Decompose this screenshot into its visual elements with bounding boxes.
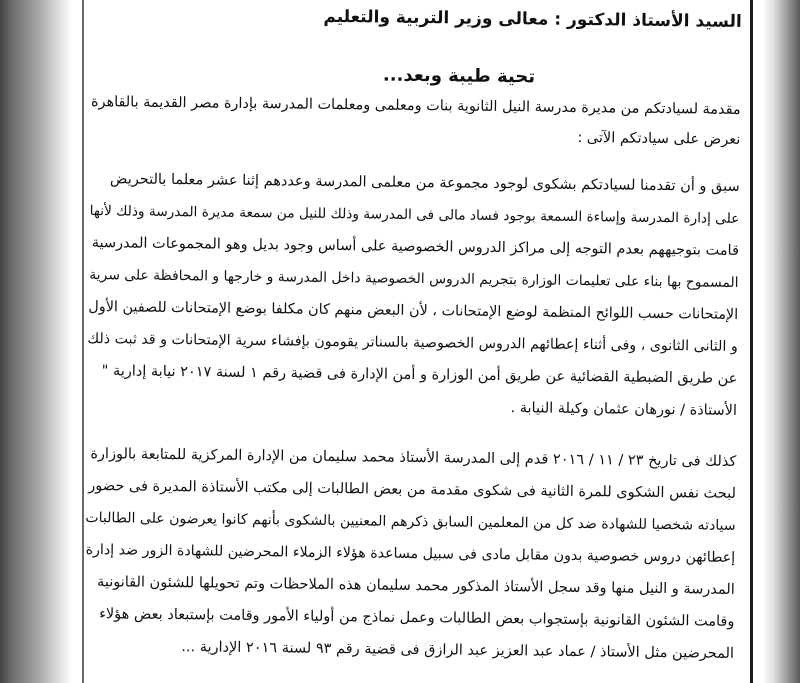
letter-greeting: تحية طيبة وبعد... — [382, 64, 536, 88]
letter-addressee: السيد الأستاذ الدكتور : معالى وزير التربية والتعليم — [323, 6, 742, 32]
scan-edge-shadow-right — [762, 0, 800, 683]
intro-line: نعرض على سيادتكم الآتى : — [577, 129, 741, 148]
body-line: لبحث نفس الشكوى للمرة الثانية فى شكوى مقدمة من بعض الطالبات إلى مكتب الأستاذة المديرة فى حضور — [88, 478, 737, 502]
body-line: على إدارة المدرسة وإساءة السمعة بوجود فساد مالى فى المدرسة وذلك للنيل من سمعة مديرة المدرسة وذلك لأنها — [89, 202, 740, 227]
body-line: و الثانى الثانوى ، وفى أثناء إعطائهم الدروس الخصوصية بالسناتر يقومون بإفشاء سرية الإمتحانات و قد ثبت ذلك — [87, 330, 738, 355]
body-line: عن طريق الضبطية القضائية عن طريق أمن الوزارة و أمن الإدارة فى قضية رقم ١ لسنة ٢٠١٧ نيابة إدارية " — [101, 363, 738, 387]
body-line: سيادته شخصيا للشهادة ضد كل من المعلمين السابق ذكرهم المعنيين بالشكوى بأنهم كانوا يعرضون على الطالبات — [85, 509, 736, 534]
body-line: الإمتحانات حسب اللوائح المنظمة لوضع الإمتحانات ، لأن البعض منهم كان مكلفا بوضع الإمتحانات للصفين الأول — [88, 298, 739, 323]
body-line: الأستاذة / نورهان عثمان وكيلة النيابة . — [510, 400, 738, 419]
letter-page — [76, 0, 746, 683]
body-line: المحرضين مثل الأستاذ / عماد عبد العزيز عبد الرازق فى قضية رقم ٩٣ لسنة ٢٠١٦ الإدارية ... — [181, 639, 735, 662]
body-line: كذلك فى تاريخ ٢٣ / ١١ / ٢٠١٦ قدم إلى المدرسة الأستاذ محمد سليمان من الإدارة المركزية للمتابعة بالوزارة — [90, 446, 737, 470]
body-line: قامت بتوجيههم بعدم التوجه إلى مراكز الدروس الخصوصية على أساس وجود بديل وهو المجموعات المدرسية — [91, 235, 740, 259]
intro-line: مقدمة لسيادتكم من مديرة مدرسة النيل الثانوية بنات ومعلمى ومعلمات المدرسة بإدارة مصر القديمة بالقاهرة — [90, 94, 741, 118]
page-edge-line-right — [750, 0, 753, 683]
body-line: المسموح بها بناء على تعليمات الوزارة بتجريم الدروس الخصوصية داخل المدرسة و خارجها و المحافظة على سرية — [89, 266, 739, 291]
body-line: سبق و أن تقدمنا لسيادتكم بشكوى لوجود مجموعة من معلمى المدرسة وعددهم إثنا عشر معلما بالتحريض — [109, 171, 740, 195]
body-line: وقامت الشئون القانونية بإستجواب بعض الطالبات وعمل نماذج من أولياء الأمور وقامت بإستبعاد بعض هؤلاء — [99, 606, 735, 630]
body-line: إعطائهن دروس خصوصية بدون مقابل مادى فى سبيل مساعدة هؤلاء الزملاء المحرضين للشهادة الزور ضد إدارة — [85, 541, 736, 566]
scan-edge-shadow-left — [0, 0, 72, 683]
body-line: المدرسة و النيل منها وقد سجل الأستاذ المذكور محمد سليمان هذه الملاحظات وتم تحويلها للشئون القانونية — [96, 574, 735, 598]
